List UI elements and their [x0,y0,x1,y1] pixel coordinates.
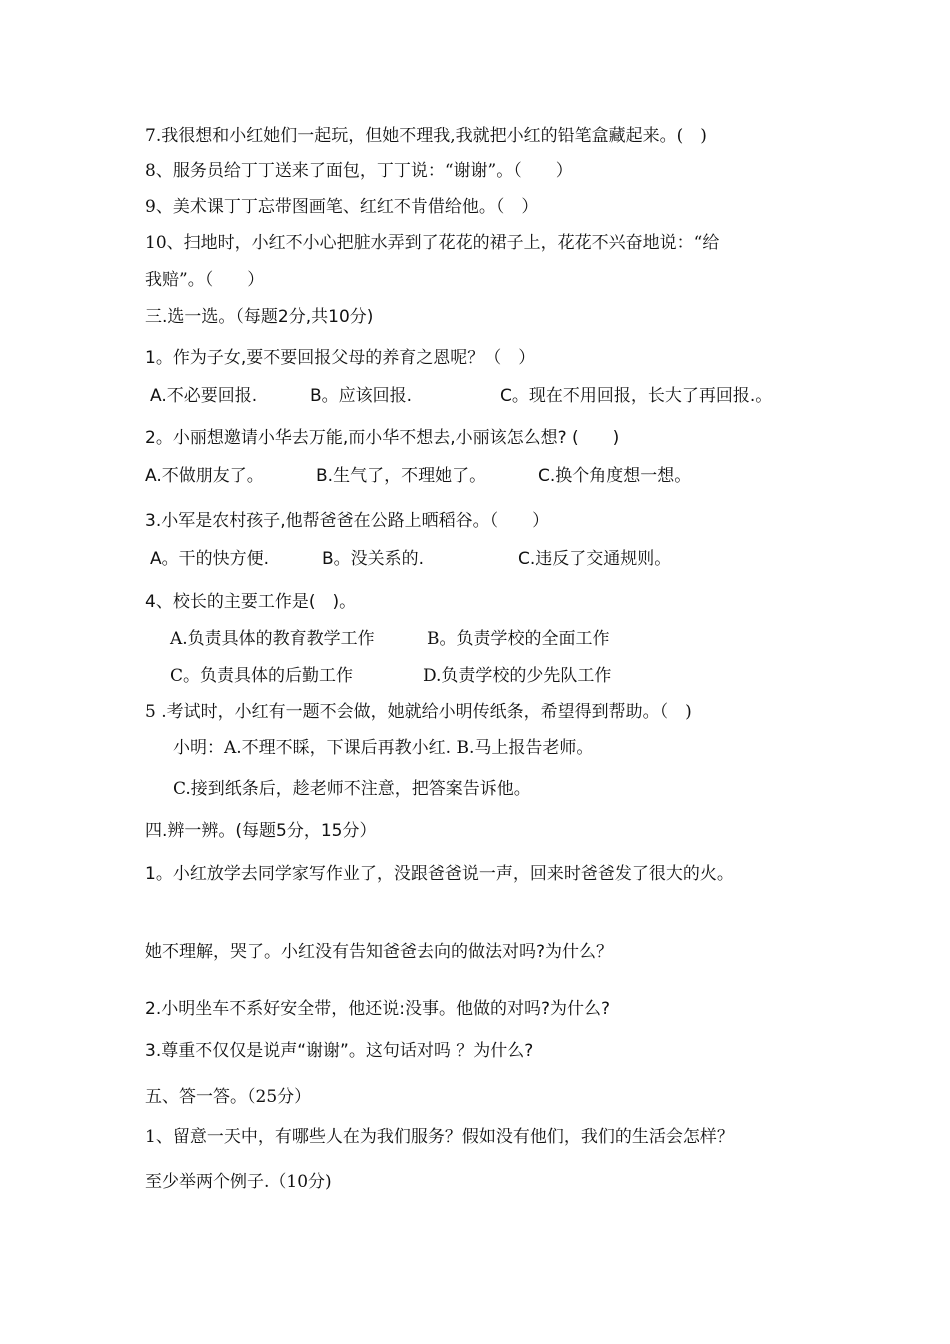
mc-q3-option-a: A。干的快方便. [150,549,270,569]
mc-q1-option-b: B。应该回报. [310,386,413,406]
answer-question-1-cont: 至少举两个例子.（10分) [145,1172,332,1192]
section4-heading: 四.辨一辨。(每题5分，15分） [145,821,377,841]
mc-q3-option-c: C.违反了交通规则。 [518,549,672,569]
mc-question-4: 4、校长的主要工作是( )。 [145,592,357,612]
mc-q2-option-c: C.换个角度想一想。 [538,466,692,486]
mc-question-1: 1。作为子女,要不要回报父母的养育之恩呢？（ ） [145,348,536,368]
mc-q1-option-c: C。现在不用回报，长大了再回报.。 [500,386,773,406]
mc-q4-option-b: B。负责学校的全面工作 [427,629,610,649]
tf-question-9: 9、美术课丁丁忘带图画笔、红红不肯借给他。（ ） [145,197,539,217]
tf-question-8: 8、服务员给丁丁送来了面包，丁丁说：“谢谢”。（ ） [145,161,573,181]
mc-q3-option-b: B。没关系的. [322,549,425,569]
judge-question-3: 3.尊重不仅仅是说声“谢谢”。这句话对吗 ？为什么? [145,1041,534,1061]
tf-question-7: 7.我很想和小红她们一起玩，但她不理我,我就把小红的铅笔盒藏起来。( ) [145,126,707,146]
mc-q5-options-line2: C.接到纸条后，趁老师不注意，把答案告诉他。 [173,779,531,799]
judge-question-1-cont: 她不理解，哭了。小红没有告知爸爸去向的做法对吗?为什么？ [145,942,614,962]
mc-q2-option-a: A.不做朋友了。 [145,466,264,486]
section3-heading: 三.选一选。（每题2分,共10分) [145,307,374,327]
mc-question-2: 2。小丽想邀请小华去万能,而小华不想去,小丽该怎么想? ( ) [145,428,620,448]
section5-heading: 五、答一答。（25分） [145,1087,312,1107]
tf-question-10: 10、扫地时，小红不小心把脏水弄到了花花的裙子上，花花不兴奋地说：“给 [145,233,720,253]
tf-question-10-cont: 我赔”。（ ） [145,270,265,290]
mc-question-3: 3.小军是农村孩子,他帮爸爸在公路上晒稻谷。（ ） [145,511,550,531]
judge-question-1: 1。小红放学去同学家写作业了，没跟爸爸说一声，回来时爸爸发了很大的火。 [145,864,734,884]
mc-q1-option-a: A.不必要回报. [150,386,258,406]
mc-q4-option-c: C。负责具体的后勤工作 [170,666,354,686]
mc-q4-option-a: A.负责具体的教育教学工作 [170,629,375,649]
judge-question-2: 2.小明坐车不系好安全带，他还说:没事。他做的对吗?为什么? [145,999,610,1019]
mc-q4-option-d: D.负责学校的少先队工作 [423,666,612,686]
mc-q2-option-b: B.生气了，不理她了。 [316,466,487,486]
mc-q5-options-line1: 小明：A.不理不睬，下课后再教小红. B.马上报告老师。 [173,738,594,758]
mc-question-5: 5 .考试时，小红有一题不会做，她就给小明传纸条，希望得到帮助。（ ) [145,702,692,722]
answer-question-1: 1、留意一天中，有哪些人在为我们服务？假如没有他们，我们的生活会怎样？ [145,1127,734,1147]
